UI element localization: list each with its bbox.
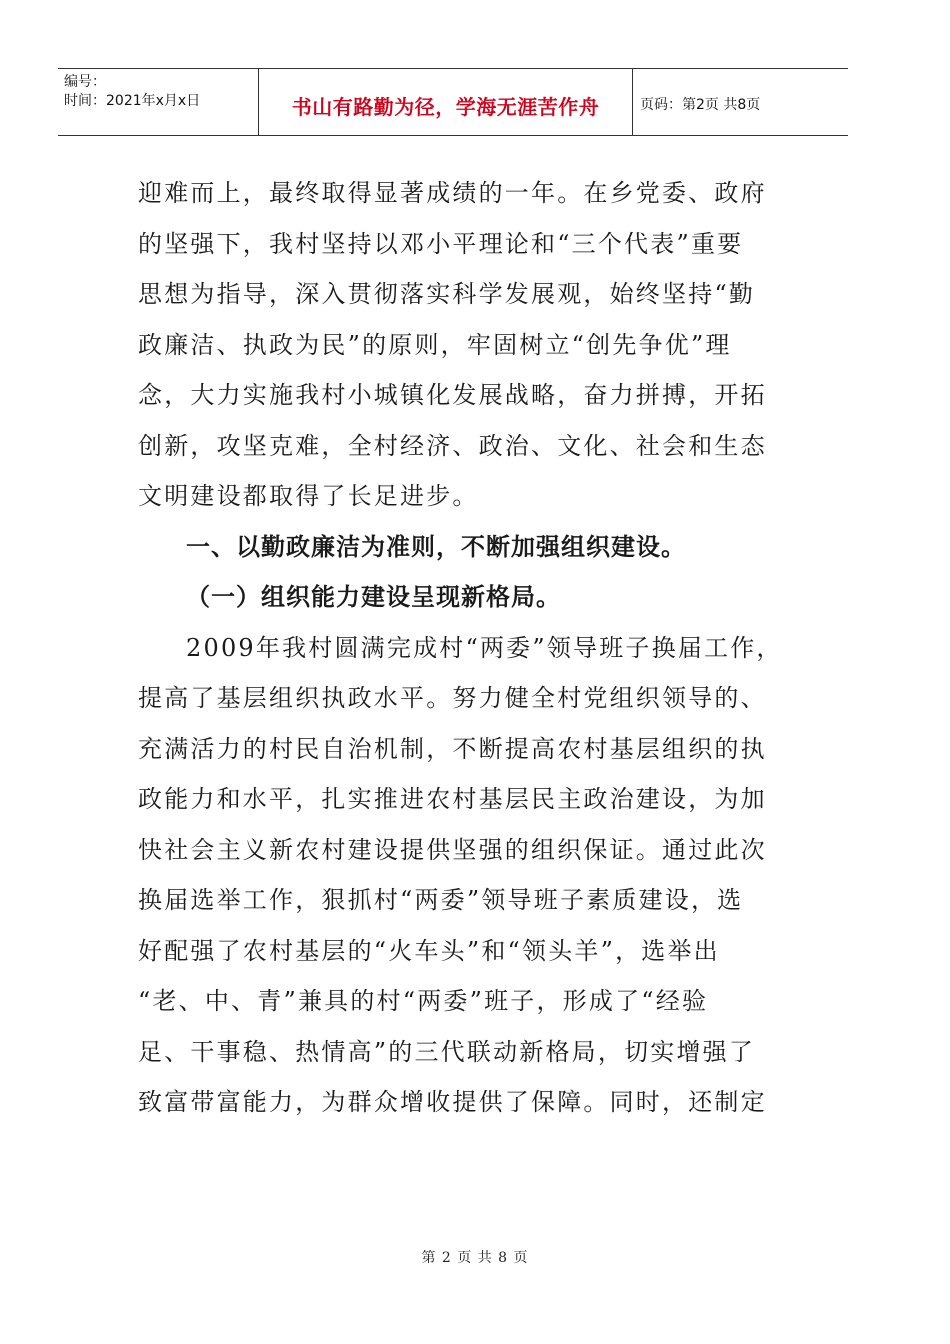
paragraph-line: 快社会主义新农村建设提供坚强的组织保证。通过此次 [138,835,767,864]
paragraph-line: 足、干事稳、热情高”的三代联动新格局，切实增强了 [138,1037,756,1066]
paragraph-line: 好配强了农村基层的“火车头”和“领头羊”，选举出 [138,936,720,965]
body-line: 文明建设都取得了长足进步。 [138,482,479,510]
section-heading: 一、以勤政廉洁为准则，不断加强组织建设。 [186,532,686,561]
paragraph-line: 政能力和水平，扎实推进农村基层民主政治建设，为加 [138,785,767,813]
header-page-info: 页码：第2页 共8页 [640,97,761,113]
doc-number-label: 编号： [64,74,106,90]
body-line: 政廉洁、执政为民”的原则，牢固树立“创先争优”理 [138,330,732,359]
page-header [58,68,848,136]
header-meta [64,73,200,111]
paragraph-line: 提高了基层组织执政水平。努力健全村党组织领导的、 [138,684,767,712]
body-line: 的坚强下，我村坚持以邓小平理论和“三个代表”重要 [138,229,744,258]
paragraph-line: 充满活力的村民自治机制，不断提高农村基层组织的执 [138,734,767,763]
document-body [138,168,783,1128]
header-motto: 书山有路勤为径，学海无涯苦作舟 [291,95,600,119]
header-divider-right [632,69,633,136]
doc-time-label: 时间：2021年x月x日 [64,93,201,109]
paragraph-line: 2009年我村圆满完成村“两委”领导班子换届工作， [186,633,783,662]
page-footer: 第 2 页 共 8 页 [421,1250,529,1266]
paragraph-line: 致富带富能力，为群众增收提供了保障。同时，还制定 [138,1088,767,1116]
body-line: 创新，攻坚克难，全村经济、政治、文化、社会和生态 [138,431,767,460]
paragraph-line: “老、中、青”兼具的村“两委”班子，形成了“经验 [138,987,709,1015]
paragraph-line: 换届选举工作，狠抓村“两委”领导班子素质建设，选 [138,886,744,914]
body-line: 迎难而上，最终取得显著成绩的一年。在乡党委、政府 [138,179,767,207]
body-line: 思想为指导，深入贯彻落实科学发展观，始终坚持“勤 [138,280,756,308]
subsection-heading: （一）组织能力建设呈现新格局。 [186,583,561,611]
body-line: 念，大力实施我村小城镇化发展战略，奋力拼搏，开拓 [138,381,767,409]
